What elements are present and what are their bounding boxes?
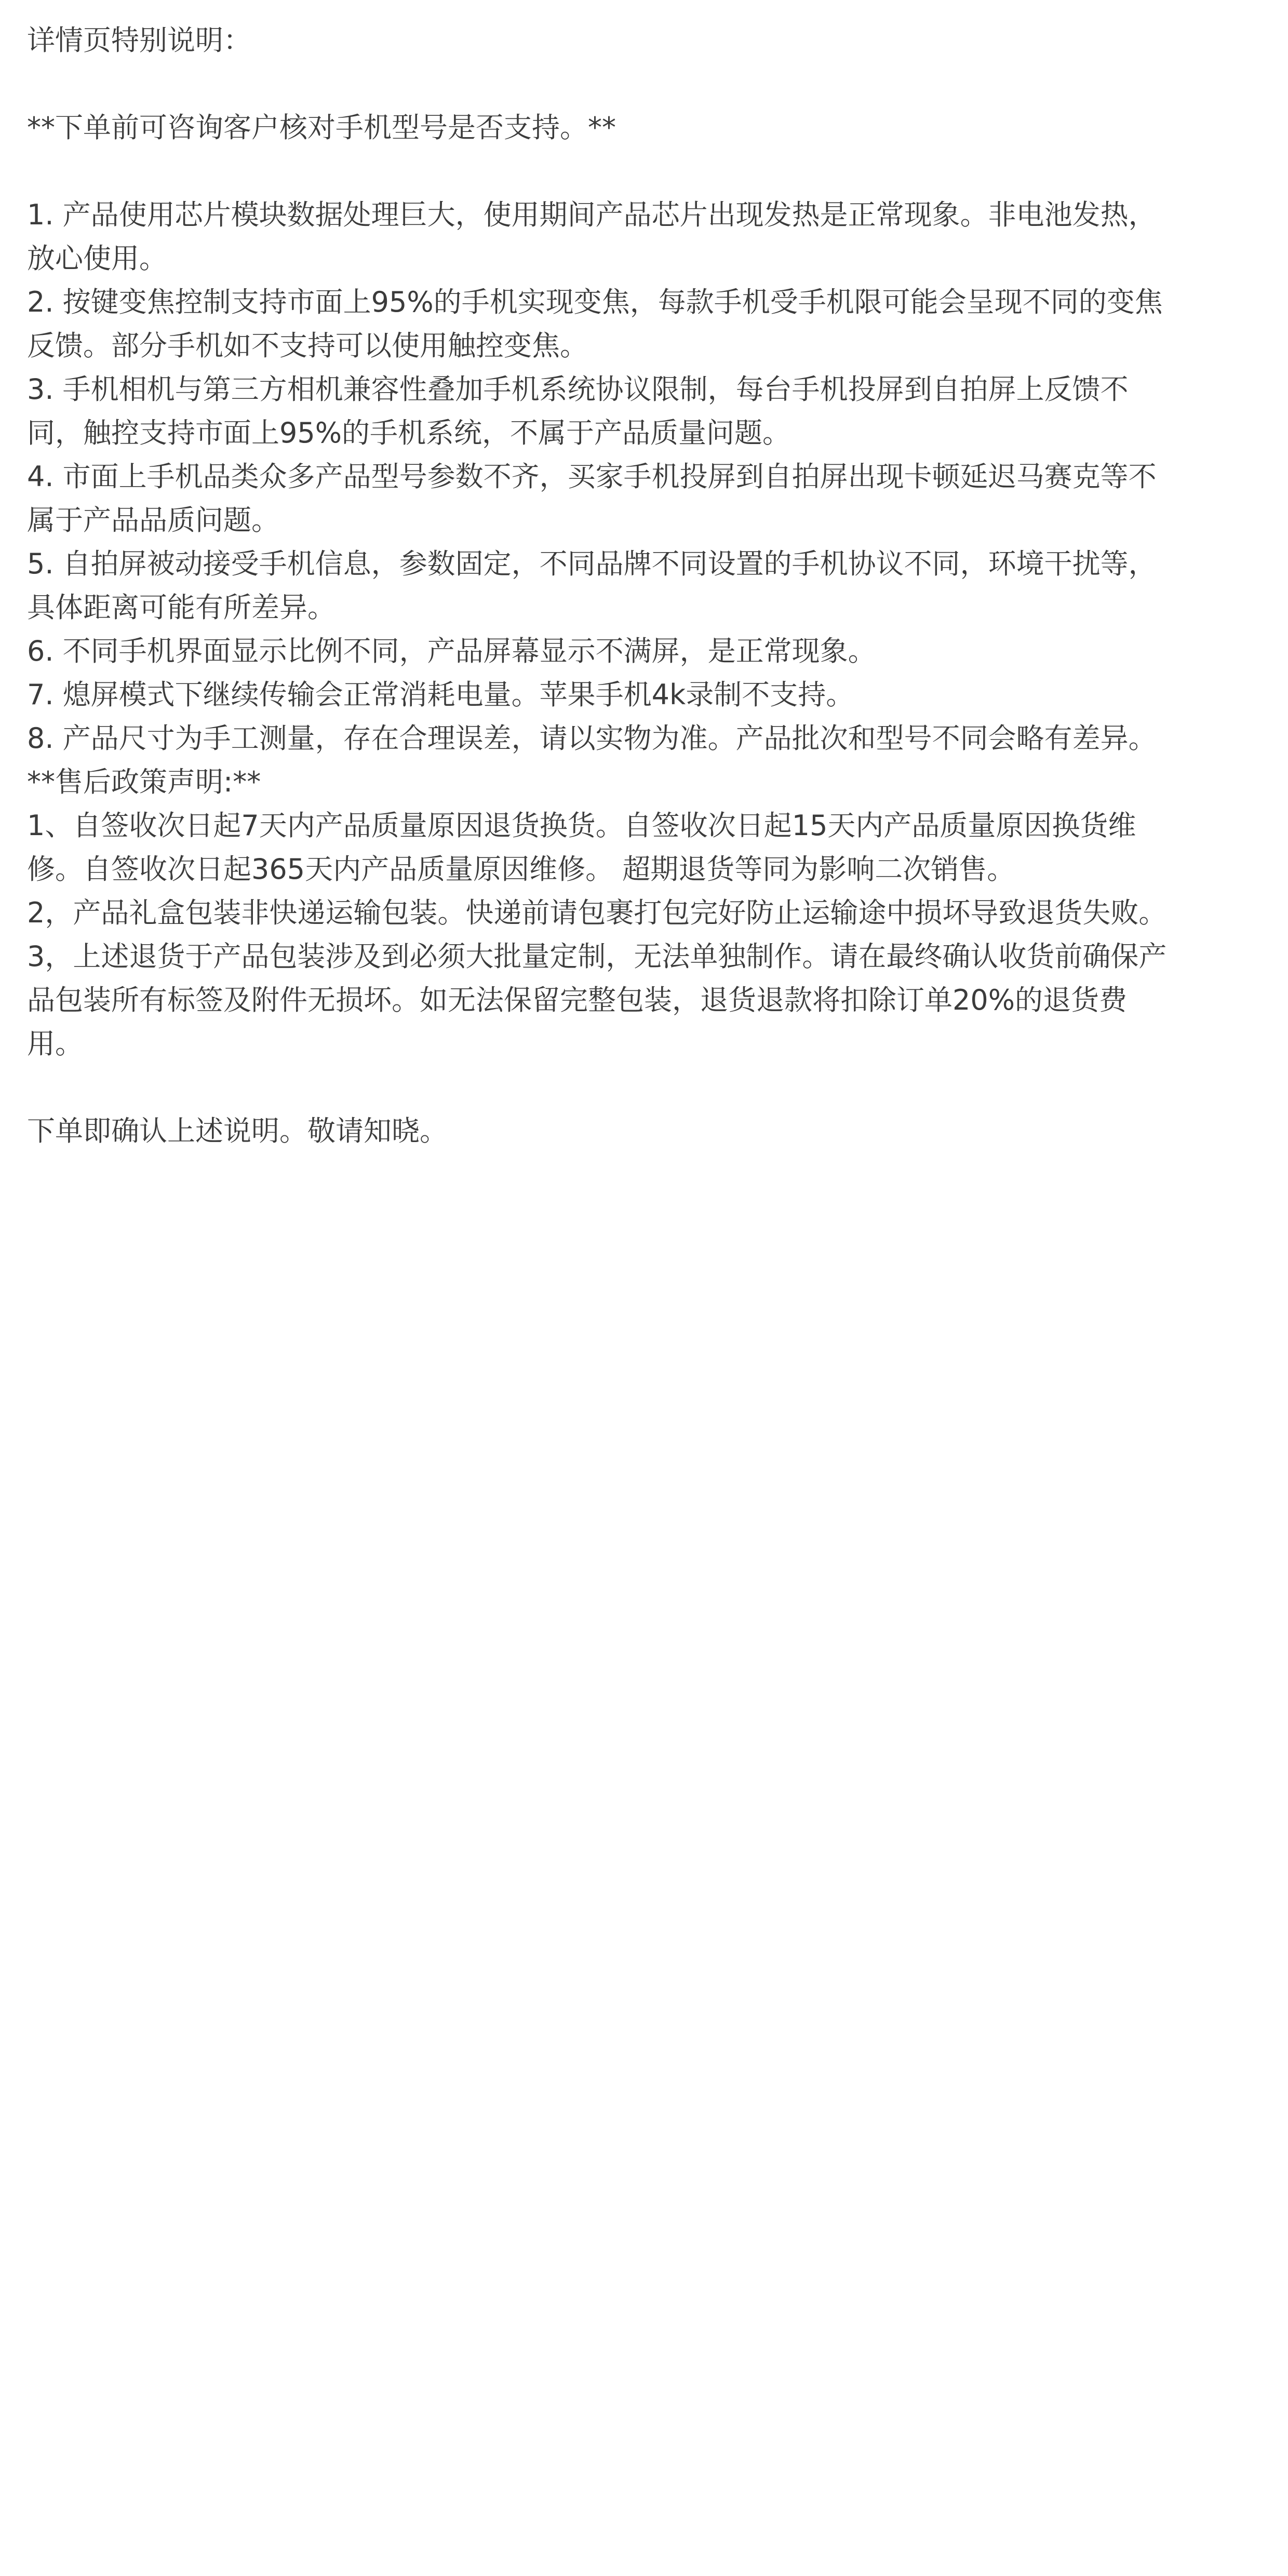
aftersale-line: 2，产品礼盒包装非快递运输包装。快递前请包裹打包完好防止运输途中损坏导致退货失败。 [27,896,1167,929]
notice-line: 放心使用。 [27,242,167,275]
aftersale-line: 1、自签收次日起7天内产品质量原因退货换货。自签收次日起15天内产品质量原因换货维 [27,809,1136,842]
notice-item-3 [27,368,1268,455]
notice-item-6 [27,629,1268,673]
document-body [27,19,1268,1153]
notice-item-1 [27,193,1268,280]
spacer [27,62,1268,106]
notice-line: 8. 产品尺寸为手工测量，存在合理误差，请以实物为准。产品批次和型号不同会略有差异。 [27,722,1157,755]
aftersale-heading: **售后政策声明:** [27,766,261,798]
notice-item-5 [27,542,1268,629]
notice-line: 2. 按键变焦控制支持市面上95%的手机实现变焦，每款手机受手机限可能会呈现不同的变焦 [27,286,1163,318]
notice-line: 7. 熄屏模式下继续传输会正常消耗电量。苹果手机4k录制不支持。 [27,678,854,711]
notice-line: 同，触控支持市面上95%的手机系统，不属于产品质量问题。 [27,417,791,449]
aftersale-item-1 [27,804,1268,891]
notice-item-4 [27,455,1268,542]
notice-list [27,193,1268,760]
aftersale-item-3 [27,935,1268,1066]
notice-line: 具体距离可能有所差异。 [27,591,336,624]
notice-line: 6. 不同手机界面显示比例不同，产品屏幕显示不满屏，是正常现象。 [27,635,876,667]
spacer [27,1066,1268,1109]
aftersale-line: 修。自签收次日起365天内产品质量原因维修。 超期退货等同为影响二次销售。 [27,853,1015,886]
notice-line: 5. 自拍屏被动接受手机信息，参数固定，不同品牌不同设置的手机协议不同，环境干扰等， [27,547,1157,580]
aftersale-list [27,804,1268,1066]
document-title: 详情页特别说明： [27,24,251,57]
aftersale-line: 品包装所有标签及附件无损坏。如无法保留完整包装，退货退款将扣除订单20%的退货费 [27,984,1128,1016]
notice-line: 1. 产品使用芯片模块数据处理巨大，使用期间产品芯片出现发热是正常现象。非电池发热， [27,198,1157,231]
notice-item-7 [27,673,1268,717]
pre-order-note: **下单前可咨询客户核对手机型号是否支持。** [27,111,616,144]
notice-line: 属于产品品质问题。 [27,504,279,536]
closing-statement: 下单即确认上述说明。敬请知晓。 [27,1115,448,1147]
notice-line: 反馈。部分手机如不支持可以使用触控变焦。 [27,329,588,362]
notice-line: 3. 手机相机与第三方相机兼容性叠加手机系统协议限制，每台手机投屏到自拍屏上反馈不 [27,373,1129,406]
notice-line: 4. 市面上手机品类众多产品型号参数不齐，买家手机投屏到自拍屏出现卡顿延迟马赛克等不 [27,460,1157,493]
aftersale-line: 3，上述退货于产品包装涉及到必须大批量定制，无法单独制作。请在最终确认收货前确保产 [27,940,1167,973]
aftersale-line: 用。 [27,1027,83,1060]
aftersale-item-2 [27,891,1268,935]
notice-item-2 [27,280,1268,368]
notice-item-8 [27,717,1268,760]
spacer [27,150,1268,193]
